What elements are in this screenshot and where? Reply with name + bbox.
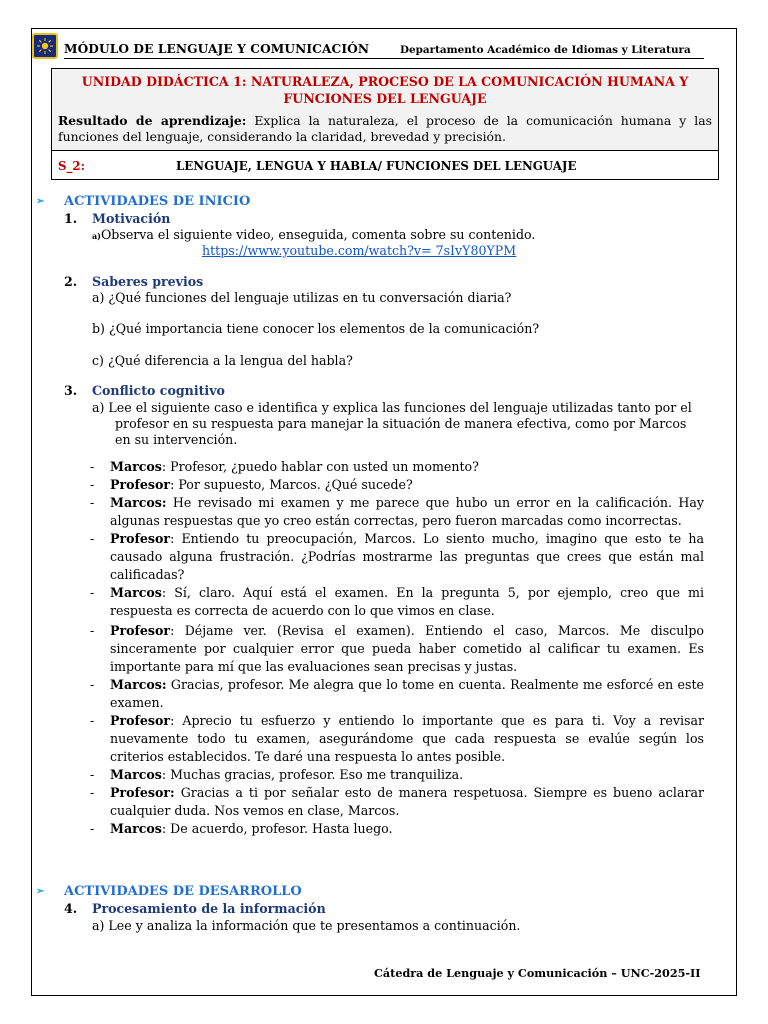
speaker: Marcos <box>110 585 162 600</box>
dialogue-line <box>110 784 704 820</box>
video-link[interactable]: https://www.youtube.com/watch?v= 7sIvY80YPM <box>202 243 517 258</box>
dialogue-text: Muchas gracias, profesor. Eso me tranquiliza. <box>170 767 464 782</box>
learning-result-text: Explica la naturaleza, el proceso de la comunicación humana y las funciones del lenguaje, considerando la claridad, brevedad y precisión. <box>58 113 712 144</box>
university-logo <box>32 33 58 59</box>
item-number: 1. <box>64 211 78 226</box>
dialogue-line <box>110 494 704 530</box>
dialogue-line: Marcos: Muchas gracias, profesor. Eso me tranquiliza. <box>110 767 464 782</box>
dash-bullet: - <box>90 585 95 600</box>
speaker: Marcos <box>110 767 162 782</box>
dialogue-line: Profesor: Déjame ver. (Revisa el examen). Entiendo el caso, Marcos. Me disculpo sinceramente por cualquier error que pueda haber cometido al calificar tu examen. Es importante para mí que las evaluaciones sean precisas y justas. <box>110 623 705 674</box>
dash-bullet: - <box>90 495 95 510</box>
dialogue-text: Gracias, profesor. Me alegra que lo tome en cuenta. Realmente me esforcé en este examen. <box>110 677 704 710</box>
item-conflicto-cognitivo <box>64 383 225 398</box>
dash-bullet: - <box>90 459 95 474</box>
procesamiento-instruction: a) Lee y analiza la información que te presentamos a continuación. <box>92 918 521 933</box>
dialogue-text: Aprecio tu esfuerzo y entiendo lo importante que es para ti. Voy a revisar nuevamente todo tu examen, asegurándome que cada respuesta se evalúe según los criterios establecidos. Te daré una respuesta lo antes posible. <box>110 713 704 764</box>
dash-bullet: - <box>90 713 95 728</box>
motivation-text: Observa el siguiente video, enseguida, comenta sobre su contenido. <box>100 227 536 242</box>
dash-bullet: - <box>90 785 95 800</box>
learning-result-label: Resultado de aprendizaje: <box>58 113 247 128</box>
module-title: MÓDULO DE LENGUAJE Y COMUNICACIÓN <box>64 42 370 56</box>
item-saberes-previos <box>64 274 203 289</box>
speaker: Profesor: <box>110 785 175 800</box>
unit-title-line1: UNIDAD DIDÁCTICA 1: NATURALEZA, PROCESO DE LA COMUNICACIÓN HUMANA Y <box>81 74 689 89</box>
dash-bullet: - <box>90 477 95 492</box>
prior-question-b: b) ¿Qué importancia tiene conocer los elementos de la comunicación? <box>92 321 540 336</box>
dialogue-line: Marcos: Sí, claro. Aquí está el examen. En la pregunta 5, por ejemplo, creo que mi respuesta es correcta de acuerdo con lo que vimos en clase. <box>110 585 704 618</box>
dialogue-text: Déjame ver. (Revisa el examen). Entiendo el caso, Marcos. Me disculpo sinceramente por cualquier error que pueda haber cometido al calificar tu examen. Es importante para mí que las evaluaciones sean precisas y justas. <box>110 623 705 674</box>
section-inicio-label: ACTIVIDADES DE INICIO <box>64 194 251 209</box>
item-number: 4. <box>64 901 78 916</box>
section-desarrollo-heading <box>36 884 302 899</box>
arrow-bullet-icon: ➢ <box>36 886 45 897</box>
dialogue-line: Marcos: Profesor, ¿puedo hablar con usted un momento? <box>110 459 479 474</box>
dash-bullet: - <box>90 767 95 782</box>
dialogue-text: He revisado mi examen y me parece que hubo un error en la calificación. Hay algunas respuestas que yo creo están correctas, pero fueron marcadas como incorrectas. <box>110 495 704 528</box>
speaker: Profesor <box>110 713 171 728</box>
dialogue-line: Profesor: Entiendo tu preocupación, Marcos. Lo siento mucho, imagino que esto te ha causado alguna frustración. ¿Podrías mostrarme las preguntas que crees que están mal calificadas? <box>110 531 704 582</box>
dash-bullet: - <box>90 821 95 836</box>
dialogue-text: Gracias a ti por señalar esto de manera respetuosa. Siempre es bueno aclarar cualquier duda. Nos vemos en clase, Marcos. <box>110 785 704 818</box>
conflict-instruction-line3: en su intervención. <box>115 432 238 447</box>
unit-title-line2: FUNCIONES DEL LENGUAJE <box>283 91 487 106</box>
learning-result <box>58 113 712 145</box>
item-number: 3. <box>64 383 78 398</box>
dialogue-line: Marcos: De acuerdo, profesor. Hasta luego. <box>110 821 393 836</box>
conflict-instruction-line2: profesor en su respuesta para manejar la situación de manera efectiva, como por Marcos <box>115 416 687 431</box>
header-divider <box>64 58 704 59</box>
dialogue-text: Profesor, ¿puedo hablar con usted un momento? <box>170 459 479 474</box>
speaker: Marcos: <box>110 495 167 510</box>
dialogue-text: Sí, claro. Aquí está el examen. En la pregunta 5, por ejemplo, creo que mi respuesta es correcta de acuerdo con lo que vimos en clase. <box>110 585 704 618</box>
section-desarrollo-label: ACTIVIDADES DE DESARROLLO <box>64 884 302 899</box>
speaker: Profesor <box>110 477 171 492</box>
prior-question-a: a) ¿Qué funciones del lenguaje utilizas en tu conversación diaria? <box>92 290 512 305</box>
dialogue-line <box>110 676 704 712</box>
item-motivacion <box>64 211 170 226</box>
dialogue-text: Entiendo tu preocupación, Marcos. Lo siento mucho, imagino que esto te ha causado alguna frustración. ¿Podrías mostrarme las preguntas que crees que están mal calificadas? <box>110 531 704 582</box>
dash-bullet: - <box>90 623 95 638</box>
speaker: Marcos <box>110 821 162 836</box>
speaker: Marcos: <box>110 677 167 692</box>
item-number: 2. <box>64 274 78 289</box>
prior-question-c: c) ¿Qué diferencia a la lengua del habla? <box>92 353 353 368</box>
section-inicio-heading <box>36 194 251 209</box>
dialogue-line: Profesor: Por supuesto, Marcos. ¿Qué sucede? <box>110 477 413 492</box>
speaker: Profesor <box>110 623 171 638</box>
dialogue-text: Por supuesto, Marcos. ¿Qué sucede? <box>178 477 413 492</box>
item-title: Procesamiento de la información <box>92 901 326 916</box>
page-footer: Cátedra de Lenguaje y Comunicación – UNC-2025-II <box>374 966 701 980</box>
item-title: Conflicto cognitivo <box>92 383 225 398</box>
department-title: Departamento Académico de Idiomas y Literatura <box>400 44 691 56</box>
motivation-prefix: a) <box>92 231 101 241</box>
dash-bullet: - <box>90 677 95 692</box>
arrow-bullet-icon: ➢ <box>36 196 45 207</box>
item-procesamiento <box>64 901 326 916</box>
session-label: S_2: <box>58 159 85 173</box>
dash-bullet: - <box>90 531 95 546</box>
dialogue-text: De acuerdo, profesor. Hasta luego. <box>170 821 393 836</box>
session-title: LENGUAJE, LENGUA Y HABLA/ FUNCIONES DEL LENGUAJE <box>176 159 577 173</box>
item-title: Motivación <box>92 211 171 226</box>
item-title: Saberes previos <box>92 274 204 289</box>
dialogue-line: Profesor: Aprecio tu esfuerzo y entiendo lo importante que es para ti. Voy a revisar nuevamente todo tu examen, asegurándome que cada respuesta se evalúe según los criterios establecidos. Te daré una respuesta lo antes posible. <box>110 713 704 764</box>
unit-title <box>58 73 712 107</box>
speaker: Marcos <box>110 459 162 474</box>
conflict-instruction-line1: a) Lee el siguiente caso e identifica y explica las funciones del lenguaje utilizadas tanto por el <box>92 400 692 415</box>
speaker: Profesor <box>110 531 171 546</box>
